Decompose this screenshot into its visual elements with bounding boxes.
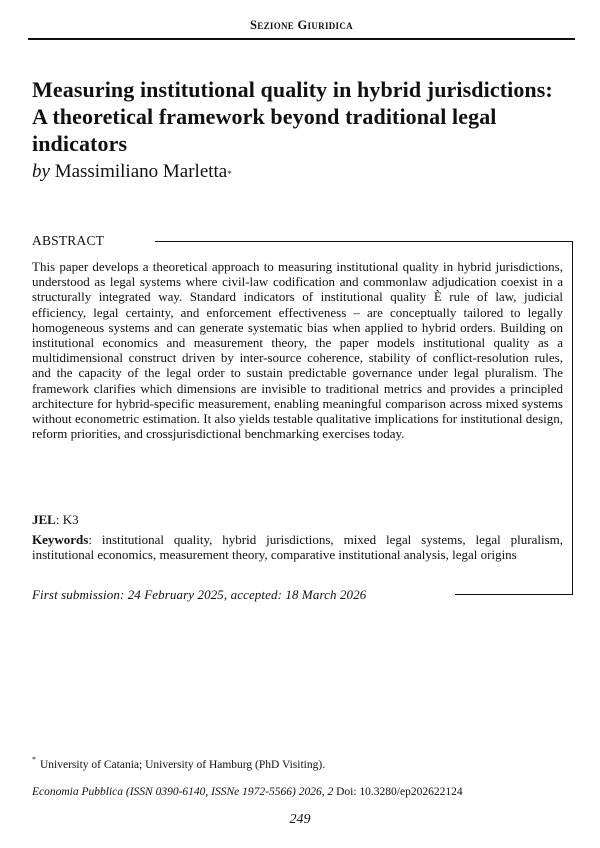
footnote-mark: * <box>32 755 36 764</box>
keywords-block <box>32 532 563 562</box>
jel-value: : K3 <box>55 512 79 527</box>
section-header: Sezione Giuridica <box>250 18 353 32</box>
author-affiliation-footnote <box>32 756 325 771</box>
keywords-value: : institutional quality, hybrid jurisdictions, mixed legal systems, legal pluralism, institutional economics, measurement theory, comparative institutional analysis, legal origins <box>32 532 563 563</box>
byline <box>32 160 232 184</box>
abstract-frame-bottom <box>455 594 573 595</box>
jel-line <box>32 512 79 527</box>
author-name: Massimiliano Marletta <box>54 161 228 182</box>
author-footnote-mark[interactable]: * <box>227 169 232 179</box>
journal-doi[interactable]: Doi: 10.3280/ep202622124 <box>333 786 463 798</box>
journal-name: Economia Pubblica (ISSN 0390-6140, ISSNe 1972-5566) 2026, 2 <box>32 786 334 798</box>
keywords-label: Keywords <box>32 532 89 547</box>
header-rule <box>28 38 575 40</box>
abstract-text: This paper develops a theoretical approach to measuring institutional quality in hybrid jurisdictions, understood as legal systems where civil-law codification and commonlaw adjudication coexist in a structurally integrated way. Standard indicators of institutional quality È rule of law, judicial efficiency, legal certainty, and enforcement effectiveness – are conceptually tailored to legally homogeneous systems and can generate systematic bias when applied to hybrid orders. Building on institutional economics and measurement theory, the paper models institutional quality as a multidimensional construct driven by inter-source coherence, stability of conflict-resolution rules, and the capacity of the legal order to sustain predictable governance under legal pluralism. The framework clarifies which dimensions are invisible to traditional metrics and provides a principled architecture for hybrid-specific measurement, enabling meaningful comparison across mixed systems without econometric estimation. It also yields testable qualitative implications for institutional design, reform priorities, and crossjurisdictional benchmarking exercises today. <box>32 259 563 442</box>
page-number: 249 <box>289 812 311 827</box>
abstract-frame-right <box>572 241 573 594</box>
abstract-label: ABSTRACT <box>32 233 112 249</box>
abstract-frame-top <box>155 241 573 242</box>
article-title: Measuring institutional quality in hybrid jurisdictions: A theoretical framework beyond traditional legal indicators <box>32 77 553 156</box>
journal-citation <box>32 786 463 798</box>
byline-by: by <box>32 161 50 182</box>
footnote-text: University of Catania; University of Hamburg (PhD Visiting). <box>40 758 326 771</box>
submission-dates: First submission: 24 February 2025, accepted: 18 March 2026 <box>32 587 367 602</box>
jel-label: JEL <box>32 512 56 527</box>
